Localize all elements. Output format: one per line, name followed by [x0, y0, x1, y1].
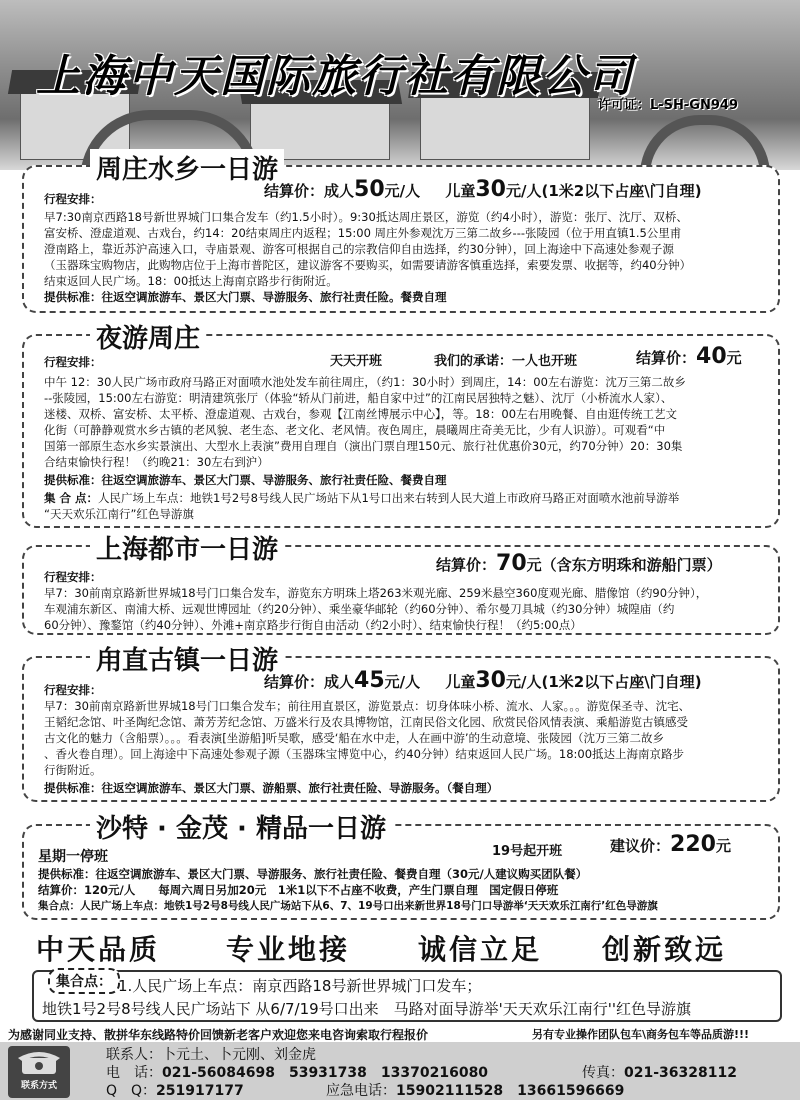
itinerary-line: 富安桥、澄虚道观、古戏台，约14：20结束周庄内返程；15:00 周庄外参观沈万三第二故乡---张陵园（位于用直镇1.5公里甫 [44, 226, 682, 240]
tour-jinmao [22, 814, 780, 920]
itinerary-line: 车观浦东新区、南浦大桥、远观世博园址（约20分钟）、乘坐豪华邮轮（约60分钟）、希尔曼刀具城（约30分钟）城隍庙（约 [44, 602, 675, 616]
slogan: 创新致远 [602, 933, 727, 966]
itinerary-line: --张陵园，15:00左右游览：明清建筑张厅（体验“轿从门前进，船自家中过”的江南民居独特之魅）、沈厅（小桥流水人家）、 [44, 391, 673, 405]
meeting-line: 1.人民广场上车点：南京西路18号新世界城门口发车； [118, 977, 482, 995]
itinerary-line: 早7：30前南京路新世界城18号门口集合发车；前往用直景区，游览景点：切身体味小桥、流水、人家。。。游览保圣寺、沈宅、 [44, 699, 691, 713]
itinerary-line: 古文化的魅力（含船票）。。。看表演[坐游船]听吴歌，感受‘船在水中走，人在画中游’的生动意境、张陵园（沈万三第二故乡 [44, 731, 665, 745]
itinerary-line: （玉器珠宝购物店，此购物店位于上海市普陀区，建议游客不要购买，如需要请游客慎重选择，索要发票、收据等，约40分钟） [44, 258, 692, 272]
itinerary-label: 行程安排： [44, 192, 102, 206]
license-number: 许可证：L-SH-GN949 [597, 98, 738, 113]
tour-title: 沙特 · 金茂 · 精品一日游 [90, 808, 392, 845]
service-standard: 提供标准：往返空调旅游车、景区大门票、导游服务、旅行社责任险。餐费自理 [44, 290, 447, 304]
slogan: 专业地接 [226, 933, 351, 966]
meeting-point: 集合点：人民广场上车点：地铁1号2号8号线人民广场站下从6、7、19号口出来新世界18号门口导游举‘天天欢乐江南行’红色导游旗 [38, 900, 658, 912]
tour-price: 结算价：70元（含东方明珠和游船门票） [436, 551, 722, 576]
slogan-bar [36, 928, 766, 968]
meeting-badge: 集合点： [48, 968, 120, 994]
building-wall [420, 95, 590, 160]
contact-phone[interactable]: 电 话：021-56084698 53931738 13370216080 [106, 1065, 489, 1081]
stone-bridge [640, 115, 770, 170]
itinerary-line: 化街（可静静观赏水乡古镇的老风貌、老生态、老文化、老风情。夜色周庄，晨曦周庄奇美无比，少有人识游）。可观看“中 [44, 423, 666, 437]
start-date: 19号起开班 [492, 844, 563, 859]
contact-box-label: 联系方式 [20, 1081, 57, 1091]
itinerary-line: 澄南路上，靠近苏沪高速入口，寺庙景观、游客可根据自己的宗教信仰自由选择，约30分钟），回上海途中下高速处参观子源 [44, 242, 674, 256]
meeting-line: 地铁1号2号8号线人民广场站下 从6/7/19号口出来 马路对面导游举'天天欢乐江南行''红色导游旗 [42, 1000, 692, 1018]
itinerary-line: 早7：30前南京路新世界城18号门口集合发车，游览东方明珠上塔263米观光廊、259米悬空360度观光廊、腊像馆（约90分钟）， [44, 586, 708, 600]
itinerary-label: 行程安排： [44, 570, 102, 584]
schedule-note: 星期一停班 [38, 849, 108, 865]
tour-shanghai-city [22, 535, 780, 635]
tour-price: 建议价：220元 [610, 832, 731, 857]
telephone-icon [8, 1046, 70, 1076]
notice-left: 为感谢同业支持、散拼华东线路特价回馈新老客户欢迎您来电咨询索取行程报价 [8, 1028, 429, 1042]
itinerary-line: 早7:30南京西路18号新世界城门口集合发车（约1.5小时）。9:30抵达周庄景区，游览（约4小时），游览：张厅、沈厅、双桥、 [44, 210, 688, 224]
tour-title: 夜游周庄 [90, 318, 206, 355]
meeting-point-box [32, 970, 782, 1022]
notice-bar [0, 1024, 800, 1042]
contact-person: 联系人：卜元土、卜元刚、刘金虎 [106, 1047, 316, 1063]
slogan: 中天品质 [36, 933, 161, 966]
contact-qq[interactable]: Q Q：251917177 [106, 1083, 244, 1099]
meeting-point-cont: “天天欢乐江南行”红色导游旗 [44, 507, 194, 521]
phone-icon [8, 1046, 70, 1098]
itinerary-line: 结束返回人民广场。18：00抵达上海南京路步行街附近。 [44, 274, 338, 288]
notice-right: 另有专业操作团队包车\商务包车等品质游!!! [532, 1028, 750, 1041]
promise: 我们的承诺：一人也开班 [434, 354, 578, 369]
itinerary-line: 王韬纪念馆、叶圣陶纪念馆、萧芳芳纪念馆、万盛米行及农具博物馆，江南民俗文化园、欣赏民俗风情表演、乘船游览古镇感受 [44, 715, 688, 729]
tour-title: 甪直古镇一日游 [90, 640, 284, 677]
itinerary-label: 行程安排： [44, 355, 102, 369]
service-standard: 提供标准：往返空调旅游车、景区大门票、导游服务、旅行社责任险、餐费自理（30元/人建议购买团队餐） [38, 867, 588, 881]
header-banner [0, 0, 800, 170]
itinerary-line: 迷楼、双桥、富安桥、太平桥、澄虚道观、古戏台，参观【江南丝博展示中心】，等。18：00左右用晚餐、自由逛传统工艺文 [44, 407, 678, 421]
service-standard: 提供标准：往返空调旅游车、景区大门票、导游服务、旅行社责任险、餐费自理 [44, 473, 447, 487]
service-standard: 提供标准：往返空调旅游车、景区大门票、游船票、旅行社责任险、导游服务。（餐自理） [44, 781, 499, 795]
itinerary-line: 60分钟）、豫鍪馆（约40分钟）、外滩+南京路步行街自由活动（约2小时）、结束愉快行程！（约5:00点） [44, 618, 582, 632]
contact-emergency[interactable]: 应急电话：15902111528 13661596669 [326, 1083, 625, 1099]
itinerary-line: 合结束愉快行程！（约晚21：30左右到沪） [44, 455, 269, 469]
tour-price: 结算价：40元 [636, 344, 742, 369]
itinerary-line: 国第一部原生态水乡实景演出、大型水上表演”费用自理自（演出门票自理150元、旅行社优惠价30元，约70分钟）20：30集 [44, 439, 683, 453]
tour-price: 结算价：成人50元/人 儿童30元/人(1米2以下占座\门自理) [264, 177, 702, 202]
tour-price: 结算价：成人45元/人 儿童30元/人(1米2以下占座\门自理) [264, 668, 702, 693]
tour-luzhi-town [22, 646, 780, 802]
slogan: 诚信立足 [418, 933, 543, 966]
tour-title: 周庄水乡一日游 [90, 149, 284, 186]
tour-zhouzhuang-night [22, 324, 780, 528]
itinerary-label: 行程安排： [44, 683, 102, 697]
tour-zhouzhuang-day [22, 155, 780, 313]
company-name: 上海中天国际旅行社有限公司 [36, 51, 634, 102]
settlement-price: 结算价：120元/人 每周六周日另加20元 1米1以下不占座不收费，产生门票自理 国定假日停班 [38, 883, 559, 897]
tour-title: 上海都市一日游 [90, 529, 284, 566]
itinerary-line: 、香火卷自理）。回上海途中下高速处参观子源（玉器珠宝博览中心，约40分钟）结束返回人民广场。18:00抵达上海南京路步 [44, 747, 685, 761]
itinerary-line: 行街附近。 [44, 763, 102, 777]
contact-bar [0, 1042, 800, 1100]
contact-fax[interactable]: 传真：021-36328112 [582, 1065, 737, 1081]
daily-departure: 天天开班 [330, 354, 383, 369]
meeting-point: 集 合 点：人民广场上车点：地铁1号2号8号线人民广场站下从1号口出来右转到人民大道上市政府马路正对面喷水池前导游举 [44, 491, 680, 505]
itinerary-line: 中午 12：30人民广场市政府马路正对面喷水池处发车前往周庄，（约1：30小时）到周庄，14：00左右游览：沈万三第二故乡 [44, 375, 686, 389]
